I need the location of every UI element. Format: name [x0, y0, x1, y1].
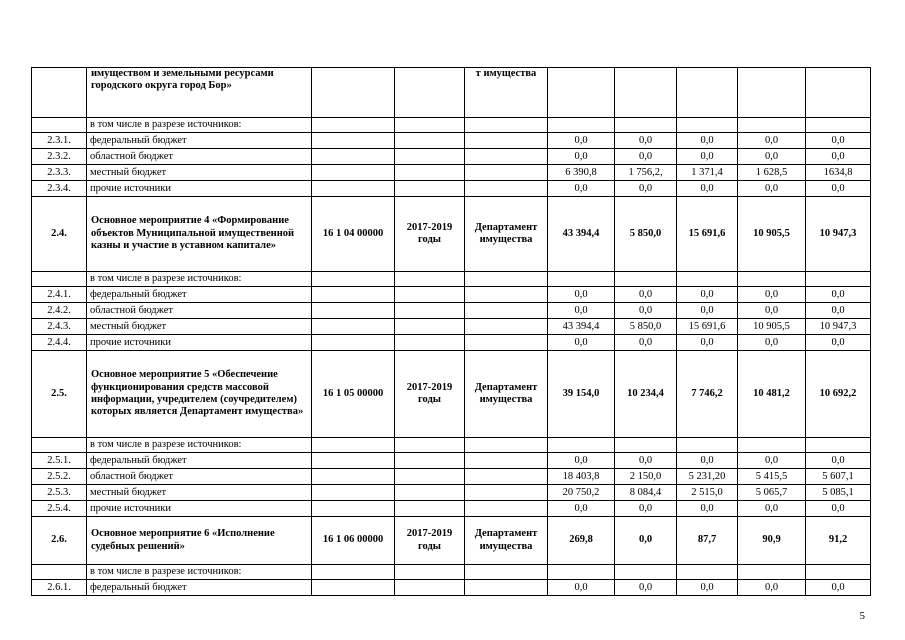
- row-title: прочие источники: [87, 501, 312, 517]
- value-col-5: 91,2: [806, 517, 871, 565]
- value-col-5: 10 947,3: [806, 197, 871, 272]
- row-number: 2.5.4.: [32, 501, 87, 517]
- total-value: 0,0: [548, 149, 615, 165]
- executor: Департамент имущества: [465, 197, 548, 272]
- value-col-3: 0,0: [677, 303, 738, 319]
- value-col-2: 5 850,0: [615, 319, 677, 335]
- total-value: 0,0: [548, 580, 615, 596]
- value-col-2: [615, 68, 677, 118]
- period: [395, 485, 465, 501]
- value-col-3: 0,0: [677, 335, 738, 351]
- budget-code: 16 1 04 00000: [312, 197, 395, 272]
- executor: [465, 469, 548, 485]
- row-number: 2.5.3.: [32, 485, 87, 501]
- value-col-5: 0,0: [806, 303, 871, 319]
- row-number: 2.4.2.: [32, 303, 87, 319]
- value-col-5: 0,0: [806, 580, 871, 596]
- budget-code: [312, 335, 395, 351]
- period: [395, 453, 465, 469]
- executor: [465, 133, 548, 149]
- table-row-main: [32, 351, 871, 438]
- executor: [465, 501, 548, 517]
- period: [395, 319, 465, 335]
- row-number: [32, 438, 87, 453]
- row-title: областной бюджет: [87, 303, 312, 319]
- value-col-4: 5 065,7: [738, 485, 806, 501]
- total-value: 43 394,4: [548, 197, 615, 272]
- value-col-3: [677, 438, 738, 453]
- row-title: имуществом и земельными ресурсами городского округа город Бор»: [87, 68, 312, 118]
- period: [395, 133, 465, 149]
- executor: [465, 165, 548, 181]
- value-col-3: 0,0: [677, 453, 738, 469]
- row-number: 2.4.1.: [32, 287, 87, 303]
- value-col-5: [806, 438, 871, 453]
- row-title: в том числе в разрезе источников:: [87, 118, 312, 133]
- executor: [465, 453, 548, 469]
- value-col-2: 0,0: [615, 580, 677, 596]
- budget-code: [312, 485, 395, 501]
- value-col-2: 0,0: [615, 149, 677, 165]
- value-col-3: 1 371,4: [677, 165, 738, 181]
- table-row-main: [32, 68, 871, 118]
- value-col-4: [738, 565, 806, 580]
- value-col-4: 0,0: [738, 335, 806, 351]
- table-row-main: [32, 197, 871, 272]
- budget-code: [312, 68, 395, 118]
- value-col-3: [677, 68, 738, 118]
- value-col-3: 7 746,2: [677, 351, 738, 438]
- period: 2017-2019 годы: [395, 197, 465, 272]
- period: 2017-2019 годы: [395, 351, 465, 438]
- row-title: областной бюджет: [87, 149, 312, 165]
- table-row: [32, 335, 871, 351]
- value-col-2: 0,0: [615, 517, 677, 565]
- value-col-5: 0,0: [806, 335, 871, 351]
- total-value: 0,0: [548, 181, 615, 197]
- row-number: 2.3.1.: [32, 133, 87, 149]
- row-title: в том числе в разрезе источников:: [87, 565, 312, 580]
- budget-code: 16 1 05 00000: [312, 351, 395, 438]
- row-title: Основное мероприятие 4 «Формирование объектов Муниципальной имущественной казны и участие в уставном капитале»: [87, 197, 312, 272]
- row-title: местный бюджет: [87, 319, 312, 335]
- total-value: 0,0: [548, 133, 615, 149]
- table-row: [32, 453, 871, 469]
- value-col-3: 0,0: [677, 501, 738, 517]
- executor: [465, 149, 548, 165]
- total-value: 43 394,4: [548, 319, 615, 335]
- period: [395, 165, 465, 181]
- total-value: 0,0: [548, 501, 615, 517]
- value-col-2: [615, 118, 677, 133]
- value-col-4: 0,0: [738, 501, 806, 517]
- table-row: [32, 485, 871, 501]
- budget-table: [31, 67, 871, 596]
- budget-code: [312, 181, 395, 197]
- row-number: 2.6.1.: [32, 580, 87, 596]
- budget-code: [312, 565, 395, 580]
- value-col-4: 0,0: [738, 149, 806, 165]
- value-col-3: [677, 118, 738, 133]
- value-col-4: 10 481,2: [738, 351, 806, 438]
- period: [395, 565, 465, 580]
- budget-code: 16 1 06 00000: [312, 517, 395, 565]
- executor: [465, 303, 548, 319]
- period: [395, 469, 465, 485]
- table-row: [32, 469, 871, 485]
- period: [395, 181, 465, 197]
- table-row: [32, 303, 871, 319]
- budget-code: [312, 149, 395, 165]
- period: [395, 149, 465, 165]
- total-value: 269,8: [548, 517, 615, 565]
- table-row: [32, 287, 871, 303]
- value-col-5: 10 947,3: [806, 319, 871, 335]
- value-col-4: 10 905,5: [738, 197, 806, 272]
- row-title: прочие источники: [87, 181, 312, 197]
- executor: Департамент имущества: [465, 517, 548, 565]
- value-col-2: 0,0: [615, 133, 677, 149]
- budget-code: [312, 580, 395, 596]
- row-title: прочие источники: [87, 335, 312, 351]
- value-col-2: [615, 565, 677, 580]
- value-col-2: 0,0: [615, 335, 677, 351]
- value-col-4: 0,0: [738, 287, 806, 303]
- value-col-2: [615, 438, 677, 453]
- value-col-4: 1 628,5: [738, 165, 806, 181]
- value-col-2: 2 150,0: [615, 469, 677, 485]
- table-row: [32, 133, 871, 149]
- executor: [465, 438, 548, 453]
- value-col-3: 5 231,20: [677, 469, 738, 485]
- table-row: [32, 181, 871, 197]
- table-row-note: [32, 118, 871, 133]
- value-col-2: 0,0: [615, 453, 677, 469]
- budget-code: [312, 319, 395, 335]
- table-row: [32, 319, 871, 335]
- value-col-5: [806, 565, 871, 580]
- value-col-5: 0,0: [806, 287, 871, 303]
- value-col-2: 10 234,4: [615, 351, 677, 438]
- row-number: 2.3.3.: [32, 165, 87, 181]
- total-value: [548, 68, 615, 118]
- value-col-3: 0,0: [677, 133, 738, 149]
- value-col-3: 0,0: [677, 181, 738, 197]
- table-row: [32, 501, 871, 517]
- value-col-5: [806, 68, 871, 118]
- budget-code: [312, 272, 395, 287]
- executor: [465, 335, 548, 351]
- table-row-note: [32, 272, 871, 287]
- value-col-3: 0,0: [677, 287, 738, 303]
- period: [395, 68, 465, 118]
- value-col-5: [806, 272, 871, 287]
- value-col-2: 0,0: [615, 303, 677, 319]
- row-title: Основное мероприятие 6 «Исполнение судебных решений»: [87, 517, 312, 565]
- value-col-2: 1 756,2,: [615, 165, 677, 181]
- row-title: местный бюджет: [87, 485, 312, 501]
- value-col-5: 0,0: [806, 149, 871, 165]
- budget-code: [312, 118, 395, 133]
- row-number: 2.6.: [32, 517, 87, 565]
- budget-code: [312, 501, 395, 517]
- row-number: 2.3.2.: [32, 149, 87, 165]
- total-value: 6 390,8: [548, 165, 615, 181]
- period: [395, 287, 465, 303]
- value-col-3: 2 515,0: [677, 485, 738, 501]
- total-value: 0,0: [548, 303, 615, 319]
- executor: [465, 485, 548, 501]
- value-col-5: 0,0: [806, 181, 871, 197]
- row-title: федеральный бюджет: [87, 453, 312, 469]
- executor: [465, 565, 548, 580]
- row-number: 2.4.3.: [32, 319, 87, 335]
- budget-code: [312, 469, 395, 485]
- row-title: федеральный бюджет: [87, 287, 312, 303]
- executor: т имущества: [465, 68, 548, 118]
- row-number: 2.5.2.: [32, 469, 87, 485]
- table-body: [32, 68, 871, 596]
- budget-code: [312, 133, 395, 149]
- value-col-3: 0,0: [677, 149, 738, 165]
- row-title: федеральный бюджет: [87, 133, 312, 149]
- executor: Департамент имущества: [465, 351, 548, 438]
- value-col-5: [806, 118, 871, 133]
- total-value: [548, 272, 615, 287]
- value-col-5: 0,0: [806, 501, 871, 517]
- value-col-5: 5 085,1: [806, 485, 871, 501]
- row-title: федеральный бюджет: [87, 580, 312, 596]
- value-col-3: 87,7: [677, 517, 738, 565]
- value-col-5: 10 692,2: [806, 351, 871, 438]
- table-row: [32, 580, 871, 596]
- value-col-3: [677, 565, 738, 580]
- value-col-2: 8 084,4: [615, 485, 677, 501]
- row-number: 2.5.1.: [32, 453, 87, 469]
- row-number: [32, 272, 87, 287]
- value-col-3: 0,0: [677, 580, 738, 596]
- value-col-2: 0,0: [615, 287, 677, 303]
- period: [395, 118, 465, 133]
- total-value: 0,0: [548, 453, 615, 469]
- value-col-5: 5 607,1: [806, 469, 871, 485]
- value-col-4: 0,0: [738, 133, 806, 149]
- period: 2017-2019 годы: [395, 517, 465, 565]
- budget-code: [312, 438, 395, 453]
- table-row-main: [32, 517, 871, 565]
- page-number: 5: [859, 610, 865, 622]
- row-title: местный бюджет: [87, 165, 312, 181]
- value-col-4: 90,9: [738, 517, 806, 565]
- value-col-4: [738, 272, 806, 287]
- executor: [465, 319, 548, 335]
- period: [395, 303, 465, 319]
- value-col-4: 0,0: [738, 453, 806, 469]
- total-value: 18 403,8: [548, 469, 615, 485]
- row-number: 2.5.: [32, 351, 87, 438]
- row-title: областной бюджет: [87, 469, 312, 485]
- value-col-2: 0,0: [615, 501, 677, 517]
- period: [395, 335, 465, 351]
- value-col-3: 15 691,6: [677, 319, 738, 335]
- table-row-note: [32, 438, 871, 453]
- value-col-4: 0,0: [738, 580, 806, 596]
- executor: [465, 181, 548, 197]
- executor: [465, 287, 548, 303]
- value-col-5: 0,0: [806, 453, 871, 469]
- value-col-4: 0,0: [738, 181, 806, 197]
- table-row-note: [32, 565, 871, 580]
- budget-code: [312, 453, 395, 469]
- value-col-5: 0,0: [806, 133, 871, 149]
- value-col-2: [615, 272, 677, 287]
- row-title: в том числе в разрезе источников:: [87, 438, 312, 453]
- value-col-5: 1634,8: [806, 165, 871, 181]
- value-col-4: [738, 68, 806, 118]
- total-value: 39 154,0: [548, 351, 615, 438]
- value-col-3: 15 691,6: [677, 197, 738, 272]
- executor: [465, 580, 548, 596]
- value-col-4: 5 415,5: [738, 469, 806, 485]
- total-value: [548, 438, 615, 453]
- row-title: Основное мероприятие 5 «Обеспечение функционирования средств массовой информации, учредителем (соучредителем) которых является Департамент имущества»: [87, 351, 312, 438]
- total-value: 0,0: [548, 335, 615, 351]
- value-col-3: [677, 272, 738, 287]
- total-value: [548, 118, 615, 133]
- table-row: [32, 165, 871, 181]
- table-row: [32, 149, 871, 165]
- row-number: 2.3.4.: [32, 181, 87, 197]
- row-number: 2.4.4.: [32, 335, 87, 351]
- budget-code: [312, 287, 395, 303]
- value-col-4: [738, 438, 806, 453]
- executor: [465, 118, 548, 133]
- value-col-4: [738, 118, 806, 133]
- budget-code: [312, 303, 395, 319]
- row-number: 2.4.: [32, 197, 87, 272]
- row-number: [32, 565, 87, 580]
- period: [395, 580, 465, 596]
- total-value: 0,0: [548, 287, 615, 303]
- value-col-2: 5 850,0: [615, 197, 677, 272]
- value-col-4: 0,0: [738, 303, 806, 319]
- executor: [465, 272, 548, 287]
- period: [395, 501, 465, 517]
- row-title: в том числе в разрезе источников:: [87, 272, 312, 287]
- budget-code: [312, 165, 395, 181]
- value-col-4: 10 905,5: [738, 319, 806, 335]
- period: [395, 272, 465, 287]
- row-number: [32, 118, 87, 133]
- total-value: [548, 565, 615, 580]
- total-value: 20 750,2: [548, 485, 615, 501]
- period: [395, 438, 465, 453]
- row-number: [32, 68, 87, 118]
- value-col-2: 0,0: [615, 181, 677, 197]
